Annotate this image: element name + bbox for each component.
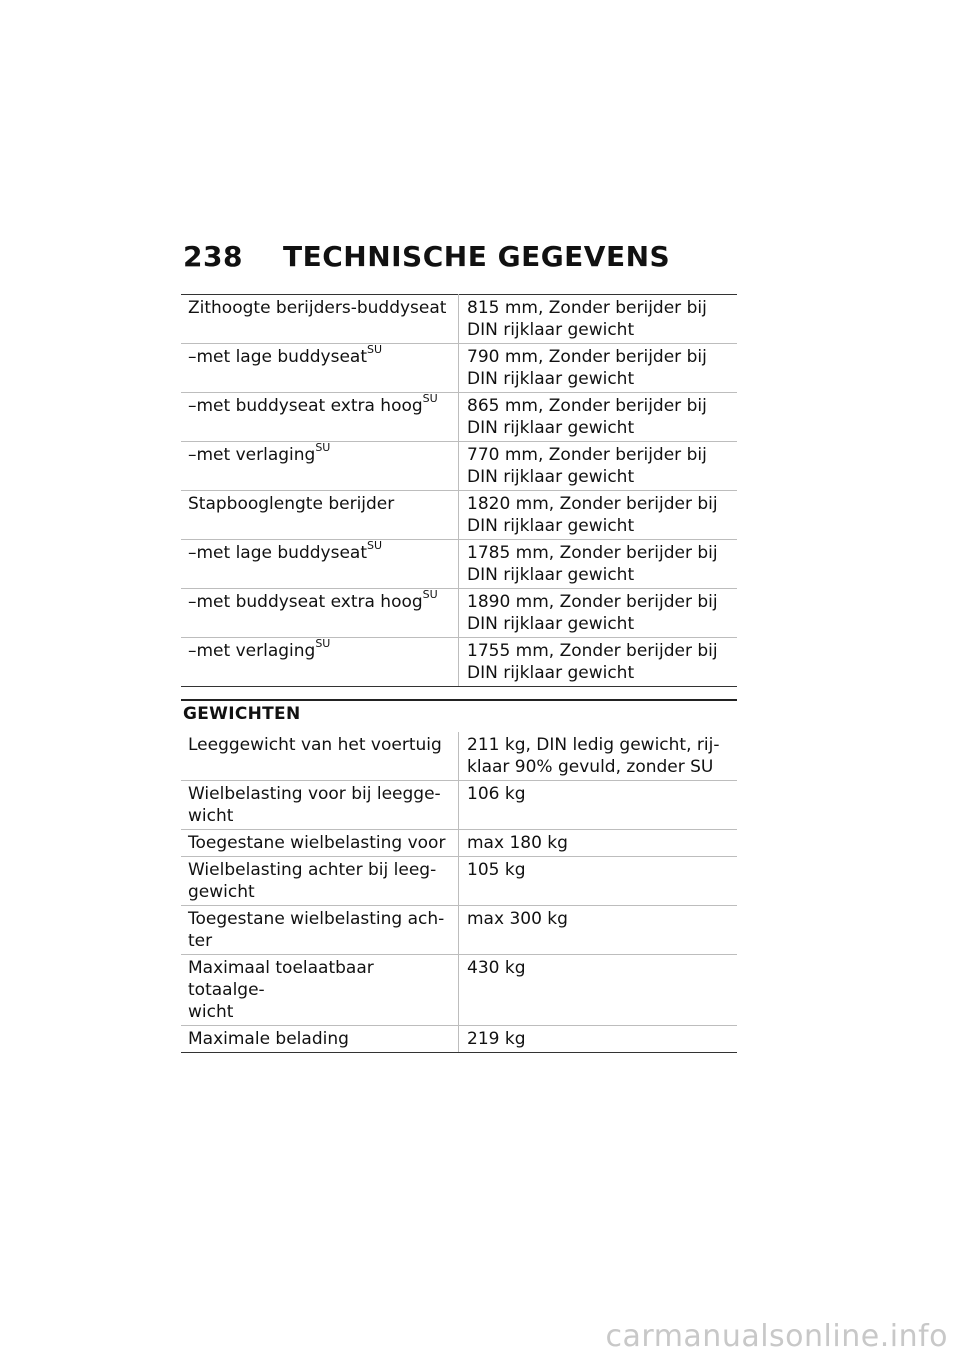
- table-row: [181, 906, 737, 955]
- text-line: DIN rijklaar gewicht: [467, 320, 635, 340]
- spec-label: [181, 491, 459, 540]
- text-line: max 300 kg: [467, 909, 568, 929]
- text-line: Wielbelasting achter bij leeg-: [188, 860, 437, 880]
- text-line: DIN rijklaar gewicht: [467, 467, 635, 487]
- text-line: DIN rijklaar gewicht: [467, 418, 635, 438]
- spec-value: [459, 638, 738, 687]
- label-text: –met lage buddyseat: [188, 543, 367, 563]
- text-line: gewicht: [188, 882, 255, 902]
- table-row: [181, 830, 737, 857]
- spec-value: [459, 955, 738, 1026]
- table-row: [181, 540, 737, 589]
- text-line: DIN rijklaar gewicht: [467, 614, 635, 634]
- section-divider: [181, 699, 737, 701]
- spec-value: [459, 491, 738, 540]
- spec-label: [181, 540, 459, 589]
- text-line: 865 mm, Zonder berijder bij: [467, 396, 707, 416]
- text-line: 1785 mm, Zonder berijder bij: [467, 543, 718, 563]
- accessory-marker: SU: [315, 637, 331, 651]
- text-line: ter: [188, 931, 213, 951]
- label-text: Zithoogte berijders-buddyseat: [188, 298, 447, 318]
- spec-label: [181, 781, 459, 830]
- seat-height-table: [181, 294, 737, 687]
- text-line: DIN rijklaar gewicht: [467, 565, 635, 585]
- text-line: 770 mm, Zonder berijder bij: [467, 445, 707, 465]
- table-row: [181, 955, 737, 1026]
- text-line: klaar 90% gevuld, zonder SU: [467, 757, 714, 777]
- accessory-marker: SU: [422, 392, 438, 406]
- spec-value: [459, 589, 738, 638]
- text-line: 106 kg: [467, 784, 526, 804]
- text-line: 430 kg: [467, 958, 526, 978]
- spec-label: [181, 830, 459, 857]
- spec-value: [459, 857, 738, 906]
- text-line: Toegestane wielbelasting voor: [188, 833, 446, 853]
- spec-value: [459, 732, 738, 781]
- spec-value: [459, 781, 738, 830]
- spec-value: [459, 344, 738, 393]
- label-text: –met lage buddyseat: [188, 347, 367, 367]
- spec-label: [181, 955, 459, 1026]
- table-row: [181, 781, 737, 830]
- text-line: 790 mm, Zonder berijder bij: [467, 347, 707, 367]
- accessory-marker: SU: [422, 588, 438, 602]
- spec-value: [459, 906, 738, 955]
- text-line: 1820 mm, Zonder berijder bij: [467, 494, 718, 514]
- text-line: DIN rijklaar gewicht: [467, 663, 635, 683]
- accessory-marker: SU: [367, 539, 383, 553]
- label-text: –met buddyseat extra hoog: [188, 396, 423, 416]
- table-row: [181, 344, 737, 393]
- label-text: –met verlaging: [188, 641, 316, 661]
- table-row: [181, 589, 737, 638]
- text-line: DIN rijklaar gewicht: [467, 369, 635, 389]
- table-row: [181, 442, 737, 491]
- spec-label: [181, 857, 459, 906]
- spec-label: [181, 589, 459, 638]
- text-line: Wielbelasting voor bij leegge-: [188, 784, 441, 804]
- label-text: Stapbooglengte berijder: [188, 494, 395, 514]
- spec-label: [181, 295, 459, 344]
- spec-label: [181, 906, 459, 955]
- watermark: carmanualsonline.info: [605, 1319, 948, 1354]
- label-text: –met buddyseat extra hoog: [188, 592, 423, 612]
- text-line: 219 kg: [467, 1029, 526, 1049]
- spec-value: [459, 295, 738, 344]
- text-line: 211 kg, DIN ledig gewicht, rij-: [467, 735, 720, 755]
- table-row: [181, 295, 737, 344]
- page-header: [183, 240, 670, 273]
- spec-value: [459, 830, 738, 857]
- spec-value: [459, 1026, 738, 1053]
- text-line: 815 mm, Zonder berijder bij: [467, 298, 707, 318]
- table-row: [181, 857, 737, 906]
- text-line: Toegestane wielbelasting ach-: [188, 909, 445, 929]
- text-line: Leeggewicht van het voertuig: [188, 735, 442, 755]
- table-row: [181, 638, 737, 687]
- weights-table: [181, 732, 737, 1053]
- section-title-weights: GEWICHTEN: [183, 704, 301, 724]
- accessory-marker: SU: [315, 441, 331, 455]
- page-number: 238: [183, 240, 243, 273]
- table-row: [181, 491, 737, 540]
- spec-value: [459, 393, 738, 442]
- text-line: Maximale belading: [188, 1029, 349, 1049]
- text-line: max 180 kg: [467, 833, 568, 853]
- label-text: –met verlaging: [188, 445, 316, 465]
- text-line: 105 kg: [467, 860, 526, 880]
- spec-label: [181, 442, 459, 491]
- text-line: 1755 mm, Zonder berijder bij: [467, 641, 718, 661]
- spec-value: [459, 442, 738, 491]
- spec-label: [181, 638, 459, 687]
- text-line: DIN rijklaar gewicht: [467, 516, 635, 536]
- spec-value: [459, 540, 738, 589]
- text-line: wicht: [188, 806, 234, 826]
- text-line: 1890 mm, Zonder berijder bij: [467, 592, 718, 612]
- page-title: TECHNISCHE GEGEVENS: [283, 240, 671, 273]
- spec-label: [181, 344, 459, 393]
- accessory-marker: SU: [367, 343, 383, 357]
- spec-label: [181, 732, 459, 781]
- spec-label: [181, 1026, 459, 1053]
- table-row: [181, 1026, 737, 1053]
- table-row: [181, 732, 737, 781]
- text-line: wicht: [188, 1002, 234, 1022]
- spec-label: [181, 393, 459, 442]
- text-line: Maximaal toelaatbaar totaalge-: [188, 958, 374, 1000]
- table-row: [181, 393, 737, 442]
